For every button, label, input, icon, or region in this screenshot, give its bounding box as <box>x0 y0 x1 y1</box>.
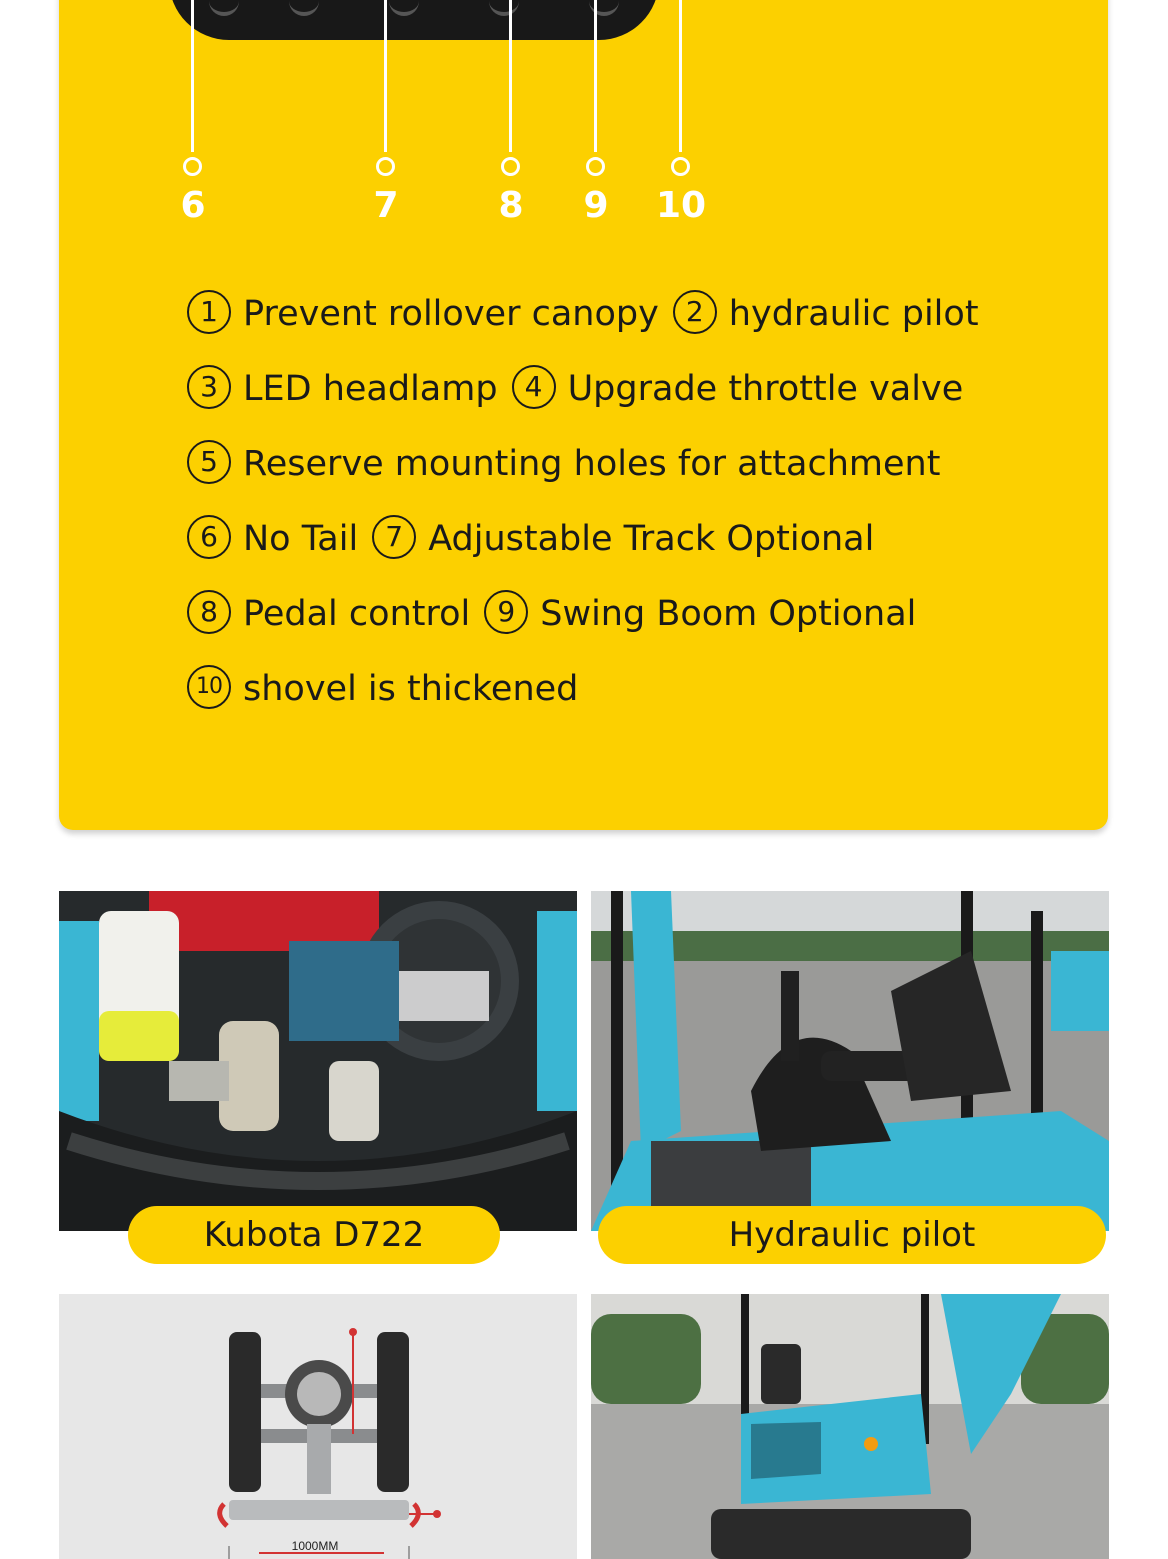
feature-number: 4 <box>512 365 556 409</box>
pilot-photo <box>591 891 1109 1231</box>
feature-row <box>187 440 940 488</box>
feature-text: Adjustable Track Optional <box>428 519 875 559</box>
feature-number: 8 <box>187 590 231 634</box>
feature-text: shovel is thickened <box>243 669 579 709</box>
callout-line-8 <box>509 0 512 152</box>
feature-row <box>187 590 916 638</box>
track-diagram-illustration <box>59 1294 577 1559</box>
feature-text: Pedal control <box>243 594 471 634</box>
feature-number: 7 <box>372 515 416 559</box>
feature-number: 2 <box>673 290 717 334</box>
callout-line-7 <box>384 0 387 152</box>
callout-dot <box>376 157 395 176</box>
feature-text: Upgrade throttle valve <box>567 369 964 409</box>
feature-text: Swing Boom Optional <box>540 594 917 634</box>
track-illustration <box>169 0 659 40</box>
feature-number: 10 <box>187 665 231 709</box>
feature-row <box>187 665 578 713</box>
callout-dot <box>501 157 520 176</box>
feature-text: No Tail <box>243 519 359 559</box>
pilot-label: Hydraulic pilot <box>598 1206 1106 1264</box>
engine-illustration <box>59 891 577 1231</box>
engine-photo <box>59 891 577 1231</box>
feature-number: 5 <box>187 440 231 484</box>
feature-number: 9 <box>484 590 528 634</box>
feature-number: 6 <box>187 515 231 559</box>
feature-row <box>187 290 979 338</box>
pilot-illustration <box>591 891 1109 1231</box>
feature-text: Reserve mounting holes for attachment <box>243 444 941 484</box>
feature-text: Prevent rollover canopy <box>243 294 659 334</box>
callout-dot <box>183 157 202 176</box>
callout-line-6 <box>191 0 194 152</box>
feature-number: 1 <box>187 290 231 334</box>
engine-label: Kubota D722 <box>128 1206 500 1264</box>
callout-dot <box>671 157 690 176</box>
feature-text: LED headlamp <box>243 369 498 409</box>
feature-number: 3 <box>187 365 231 409</box>
side-view-illustration <box>591 1294 1109 1559</box>
feature-panel <box>59 0 1108 830</box>
callout-number: 10 <box>655 185 707 226</box>
side-view-photo <box>591 1294 1109 1559</box>
feature-text: hydraulic pilot <box>728 294 979 334</box>
callout-line-10 <box>679 0 682 152</box>
callout-number: 9 <box>583 185 609 226</box>
feature-row <box>187 515 874 563</box>
callout-number: 8 <box>498 185 524 226</box>
callout-dot <box>586 157 605 176</box>
track-diagram-photo <box>59 1294 577 1559</box>
callout-number: 7 <box>373 185 399 226</box>
callout-number: 6 <box>180 185 206 226</box>
callout-line-9 <box>594 0 597 152</box>
feature-row <box>187 365 963 413</box>
track-dimension-label: 1000MM <box>291 1539 339 1553</box>
